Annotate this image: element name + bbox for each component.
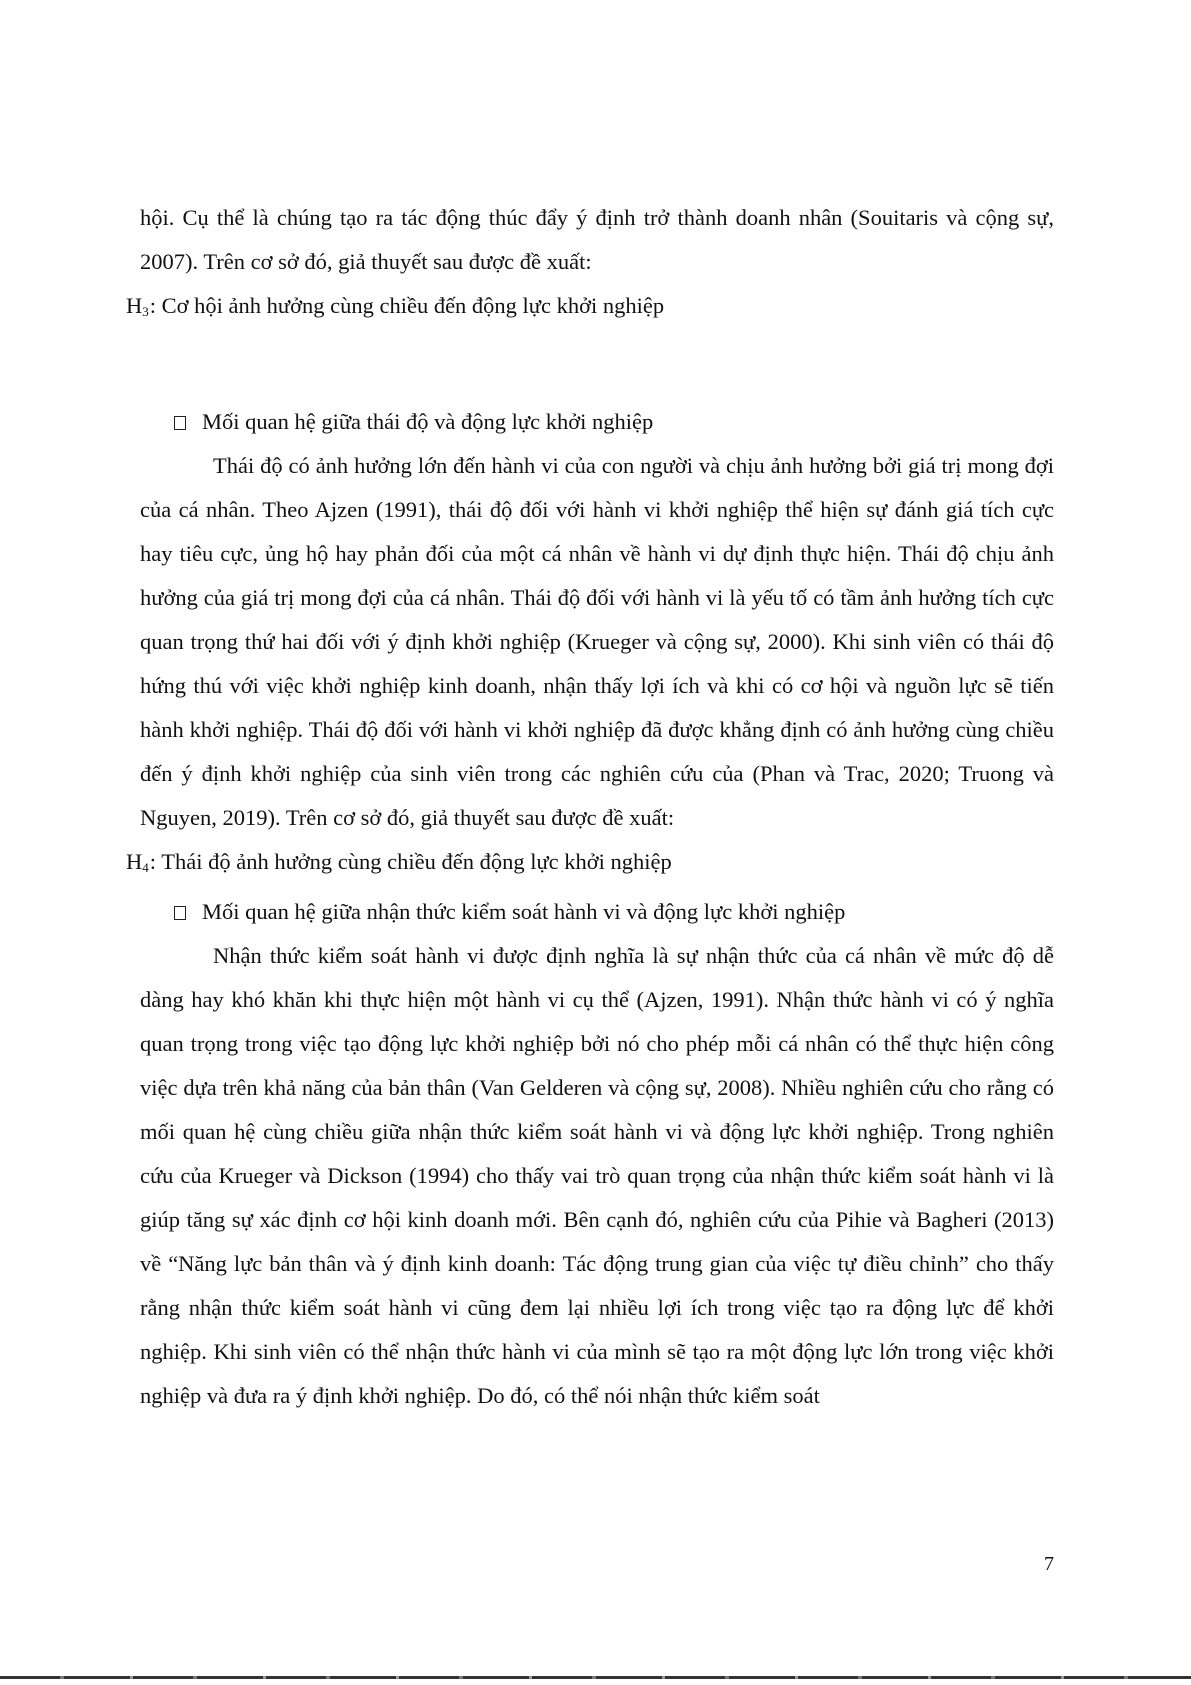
hypothesis-h4-letter: H xyxy=(126,849,143,874)
paragraph-attitude: Thái độ có ảnh hưởng lớn đến hành vi của con người và chịu ảnh hưởng bởi giá trị mong đợi của cá nhân. Theo Ajzen (1991), thái độ đối với hành vi khởi nghiệp thể hiện sự đánh giá tích cực hay tiêu cực, ủng hộ hay phản đối của một cá nhân về hành vi dự định thực hiện. Thái độ chịu ảnh hưởng của giá trị mong đợi của cá nhân. Thái độ đối với hành vi là yếu tố có tầm ảnh hưởng tích cực quan trọng thứ hai đối với ý định khởi nghiệp (Krueger và cộng sự, 2000). Khi sinh viên có thái độ hứng thú với việc khởi nghiệp kinh doanh, nhận thấy lợi ích và khi có cơ hội và nguồn lực sẽ tiến hành khởi nghiệp. Thái độ đối với hành vi khởi nghiệp đã được khẳng định có ảnh hưởng cùng chiều đến ý định khởi nghiệp của sinh viên trong các nghiên cứu của (Phan và Trac, 2020; Truong và Nguyen, 2019). Trên cơ sở đó, giả thuyết sau được đề xuất: xyxy=(140,453,1054,830)
bottom-edge-rule xyxy=(0,1676,1191,1679)
hypothesis-h3-letter: H xyxy=(126,293,143,318)
page-number: 7 xyxy=(1044,1553,1054,1575)
hypothesis-h3-text: : Cơ hội ảnh hưởng cùng chiều đến động lực khởi nghiệp xyxy=(149,293,665,318)
hypothesis-h3 xyxy=(126,284,1040,334)
section-heading-control-text: Mối quan hệ giữa nhận thức kiểm soát hành vi và động lực khởi nghiệp xyxy=(202,899,846,924)
hypothesis-h4 xyxy=(126,840,1040,890)
section-heading-control xyxy=(140,890,1054,934)
square-bullet-icon xyxy=(174,906,186,920)
page-body xyxy=(126,196,1054,1418)
paragraph-control: Nhận thức kiểm soát hành vi được định nghĩa là sự nhận thức của cá nhân về mức độ dễ dàng hay khó khăn khi thực hiện một hành vi cụ thể (Ajzen, 1991). Nhận thức hành vi có ý nghĩa quan trọng trong việc tạo động lực khởi nghiệp bởi nó cho phép mỗi cá nhân có thể thực hiện công việc dựa trên khả năng của bản thân (Van Gelderen và cộng sự, 2008). Nhiều nghiên cứu cho rằng có mối quan hệ cùng chiều giữa nhận thức kiểm soát hành vi và động lực khởi nghiệp. Trong nghiên cứu của Krueger và Dickson (1994) cho thấy vai trò quan trọng của nhận thức kiểm soát hành vi là giúp tăng sự xác định cơ hội kinh doanh mới. Bên cạnh đó, nghiên cứu của Pihie và Bagheri (2013) về “Năng lực bản thân và ý định kinh doanh: Tác động trung gian của việc tự điều chỉnh” cho thấy rằng nhận thức kiểm soát hành vi cũng đem lại nhiều lợi ích trong việc tạo ra động lực để khởi nghiệp. Khi sinh viên có thể nhận thức hành vi của mình sẽ tạo ra một động lực lớn trong việc khởi nghiệp và đưa ra ý định khởi nghiệp. Do đó, có thể nói nhận thức kiểm soát xyxy=(140,943,1054,1408)
hypothesis-h4-subscript: 4 xyxy=(142,860,149,875)
square-bullet-icon xyxy=(174,416,186,430)
paragraph-continued: hội. Cụ thể là chúng tạo ra tác động thúc đẩy ý định trở thành doanh nhân (Souitaris và cộng sự, 2007). Trên cơ sở đó, giả thuyết sau được đề xuất: xyxy=(140,205,1054,274)
hypothesis-h3-subscript: 3 xyxy=(142,304,149,319)
spacer xyxy=(140,334,1054,400)
section-heading-attitude xyxy=(140,400,1054,444)
section-heading-attitude-text: Mối quan hệ giữa thái độ và động lực khởi nghiệp xyxy=(202,409,654,434)
hypothesis-h4-text: : Thái độ ảnh hưởng cùng chiều đến động lực khởi nghiệp xyxy=(149,849,672,874)
